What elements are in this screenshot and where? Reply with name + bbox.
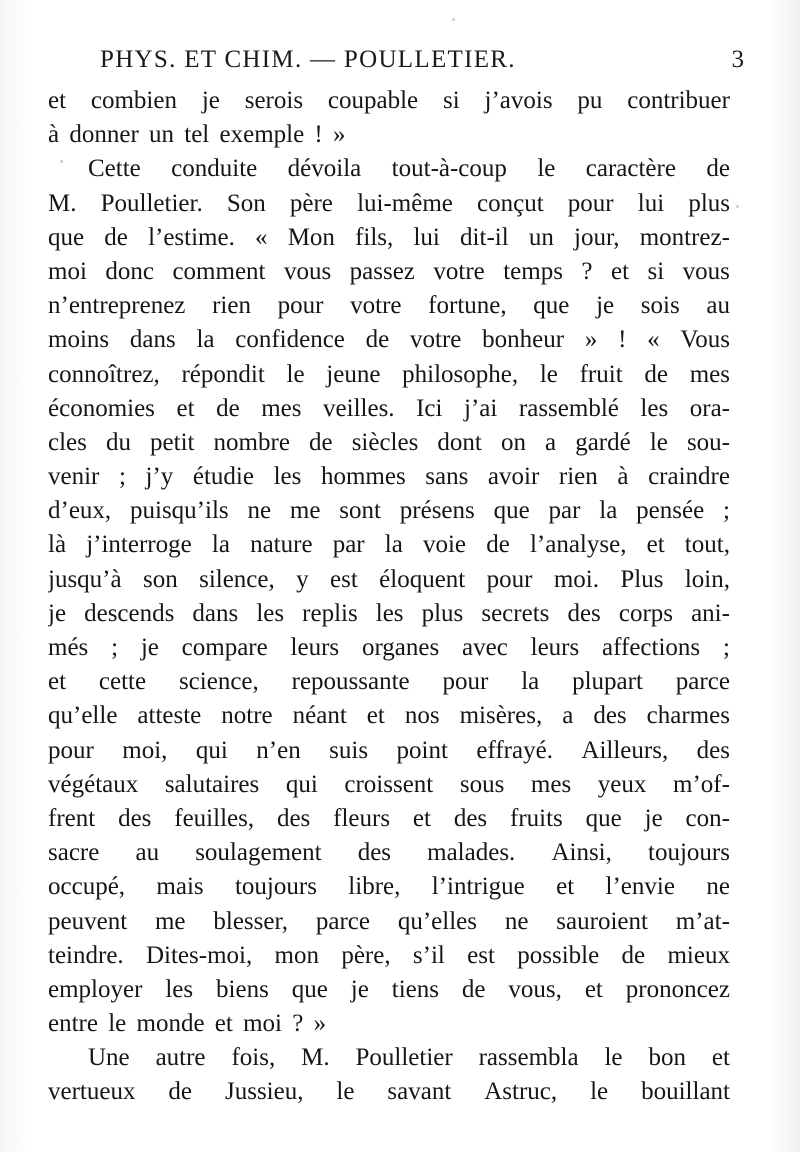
paper-speck xyxy=(60,160,63,163)
paper-speck xyxy=(452,18,455,21)
text-line: jusqu’à son silence, y est éloquent pour moi. Plus loin, xyxy=(48,565,730,593)
text-line: Cette conduite dévoila tout-à-coup le caractère de xyxy=(88,155,730,183)
text-line: teindre. Dites-moi, mon père, s’il est possible de mieux xyxy=(48,941,730,969)
text-line: et combien je serois coupable si j’avois pu contribuer xyxy=(48,87,730,114)
text-line: més ; je compare leurs organes avec leurs affections ; xyxy=(48,634,730,661)
running-head xyxy=(48,42,744,82)
text-line: sacre au soulagement des malades. Ainsi, toujours xyxy=(48,839,730,867)
text-line: d’eux, puisqu’ils ne me sont présens que par la pensée ; xyxy=(48,497,730,525)
text-line: économies et de mes veilles. Ici j’ai rassemblé les ora- xyxy=(48,394,730,422)
text-line: employer les biens que je tiens de vous, et prononcez xyxy=(48,975,730,1003)
text-line: venir ; j’y étudie les hommes sans avoir rien à craindre xyxy=(48,463,730,491)
text-line: moins dans la confidence de votre bonheur » ! « Vous xyxy=(48,326,730,354)
paper-speck xyxy=(736,205,739,208)
text-line: qu’elle atteste notre néant et nos misères, a des charmes xyxy=(48,702,730,730)
text-line: entre le monde et moi ? » xyxy=(48,1010,327,1038)
text-line: M. Poulletier. Son père lui-même conçut pour lui plus xyxy=(48,189,730,217)
text-line: là j’interroge la nature par la voie de l’analyse, et tout, xyxy=(48,531,730,559)
running-title: PHYS. ET CHIM. — POULLETIER. xyxy=(100,46,516,73)
text-line: frent des feuilles, des fleurs et des fruits que je con- xyxy=(48,804,730,832)
text-line: occupé, mais toujours libre, l’intrigue et l’envie ne xyxy=(48,873,730,901)
text-line: cles du petit nombre de siècles dont on a gardé le sou- xyxy=(48,428,730,456)
text-line: Une autre fois, M. Poulletier rassembla le bon et xyxy=(88,1044,730,1072)
text-line: que de l’estime. « Mon fils, lui dit-il un jour, montrez- xyxy=(48,223,730,251)
text-line: vertueux de Jussieu, le savant Astruc, le bouillant xyxy=(48,1078,730,1106)
text-line: à donner un tel exemple ! » xyxy=(48,121,346,149)
body-text xyxy=(48,84,730,1110)
text-line: connoîtrez, répondit le jeune philosophe, le fruit de mes xyxy=(48,360,730,388)
text-line: je descends dans les replis les plus secrets des corps ani- xyxy=(48,599,730,627)
page-number: 3 xyxy=(731,46,744,73)
text-line: moi donc comment vous passez votre temps ? et si vous xyxy=(48,257,730,285)
text-line: peuvent me blesser, parce qu’elles ne sauroient m’at- xyxy=(48,907,730,935)
text-line: n’entreprenez rien pour votre fortune, que je sois au xyxy=(48,292,730,320)
text-line: et cette science, repoussante pour la plupart parce xyxy=(48,668,730,696)
text-line: végétaux salutaires qui croissent sous mes yeux m’of- xyxy=(48,770,730,798)
text-line: pour moi, qui n’en suis point effrayé. Ailleurs, des xyxy=(48,736,730,764)
